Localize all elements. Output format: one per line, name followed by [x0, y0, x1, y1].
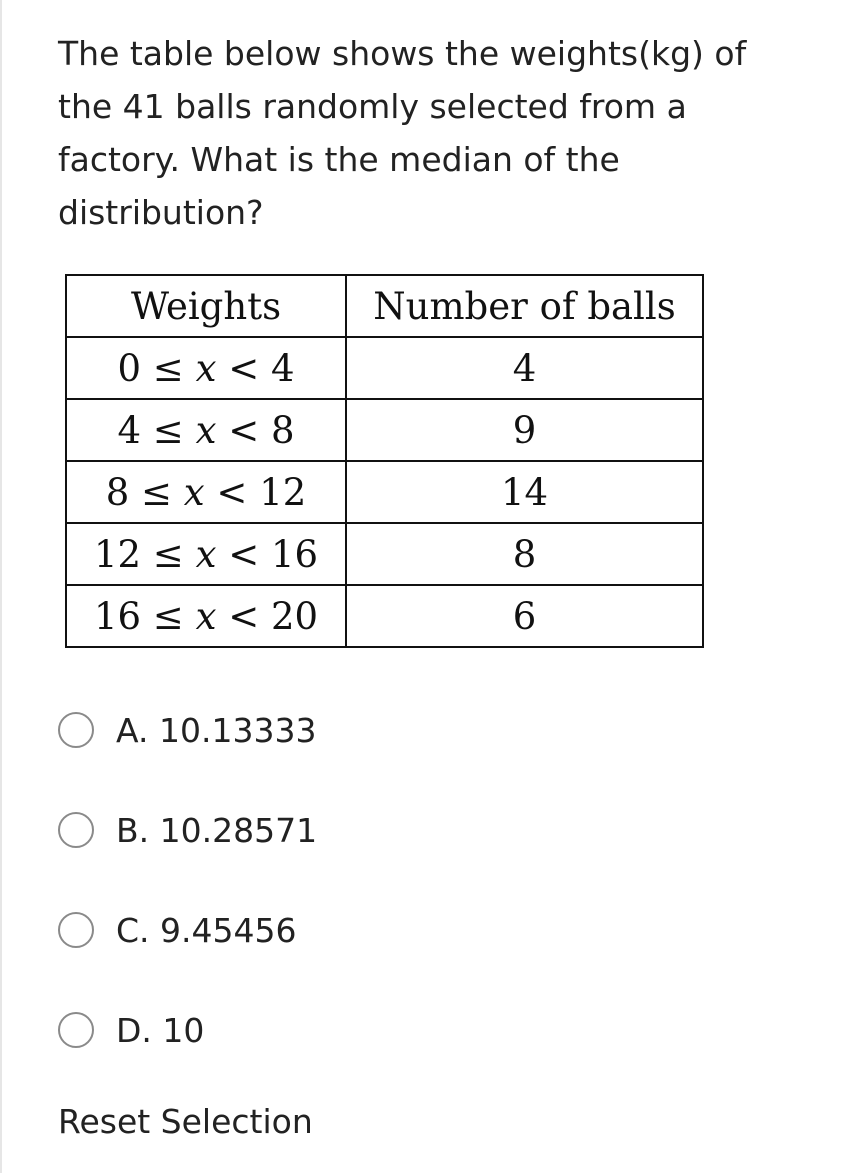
interval-upper: 20 — [270, 594, 319, 638]
answer-options — [58, 700, 317, 1100]
interval-variable: x — [195, 532, 217, 576]
option-d[interactable] — [58, 1000, 317, 1060]
weight-interval-cell: 0 ≤ x < 4 — [66, 337, 346, 399]
radio-button-icon[interactable] — [58, 1012, 94, 1048]
radio-button-icon[interactable] — [58, 912, 94, 948]
option-a[interactable] — [58, 700, 317, 760]
option-b[interactable] — [58, 800, 317, 860]
count-cell: 8 — [346, 523, 703, 585]
interval-upper: 16 — [270, 532, 319, 576]
option-label[interactable]: C. 9.45456 — [116, 910, 297, 950]
weight-interval-cell: 8 ≤ x < 12 — [66, 461, 346, 523]
question-text: The table below shows the weights(kg) of the 41 balls randomly selected from a factory. What is the median of the distribution? — [58, 34, 747, 232]
radio-button-icon[interactable] — [58, 712, 94, 748]
table-row — [66, 523, 703, 585]
count-cell: 6 — [346, 585, 703, 647]
interval-upper: 4 — [270, 346, 295, 390]
table-row — [66, 461, 703, 523]
option-label[interactable]: A. 10.13333 — [116, 710, 317, 750]
table-row — [66, 399, 703, 461]
interval-variable: x — [195, 346, 217, 390]
weight-interval-cell: 16 ≤ x < 20 — [66, 585, 346, 647]
reset-selection-link[interactable]: Reset Selection — [58, 1102, 313, 1141]
interval-upper: 8 — [270, 408, 295, 452]
radio-button-icon[interactable] — [58, 812, 94, 848]
interval-lower: 4 — [117, 408, 142, 452]
count-cell: 9 — [346, 399, 703, 461]
interval-variable: x — [183, 470, 205, 514]
option-label[interactable]: B. 10.28571 — [116, 810, 318, 850]
table-header-row — [66, 275, 703, 337]
header-number-of-balls: Number of balls — [346, 275, 703, 337]
interval-lower: 0 — [117, 346, 142, 390]
table-row — [66, 585, 703, 647]
page-edge-divider — [0, 0, 2, 1173]
interval-upper: 12 — [259, 470, 307, 514]
weight-interval-cell: 4 ≤ x < 8 — [66, 399, 346, 461]
weight-interval-cell: 12 ≤ x < 16 — [66, 523, 346, 585]
option-c[interactable] — [58, 900, 317, 960]
interval-variable: x — [195, 408, 217, 452]
interval-variable: x — [195, 594, 217, 638]
interval-lower: 16 — [93, 594, 142, 638]
interval-lower: 8 — [105, 470, 130, 514]
interval-lower: 12 — [93, 532, 142, 576]
option-label[interactable]: D. 10 — [116, 1010, 205, 1050]
frequency-table — [65, 274, 704, 648]
table-row — [66, 337, 703, 399]
count-cell: 4 — [346, 337, 703, 399]
header-weights: Weights — [66, 275, 346, 337]
count-cell: 14 — [346, 461, 703, 523]
